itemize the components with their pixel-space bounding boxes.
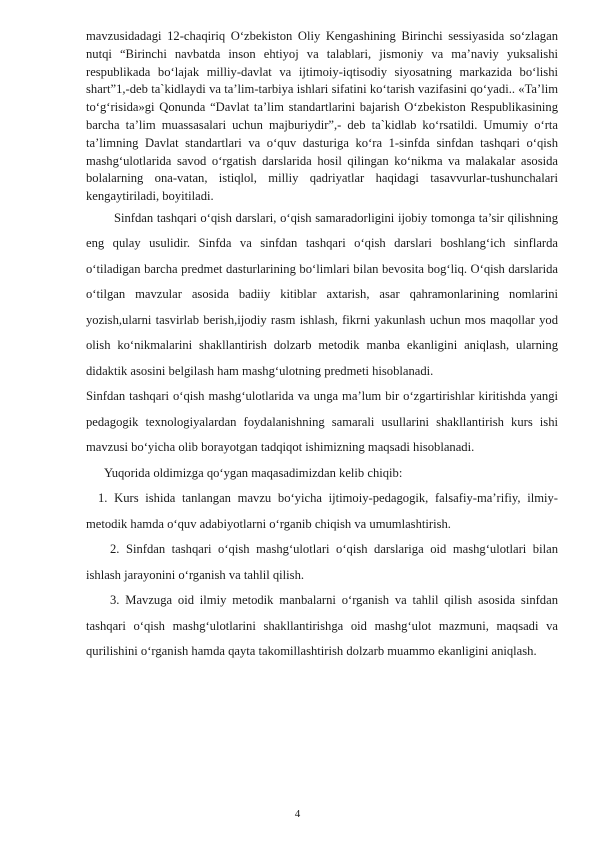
list-item-task-2: 2. Sinfdan tashqari o‘qish mashg‘ulotlari o‘qish darslariga oid mashg‘ulotlari bilan ishlash jarayonini o‘rganish va tahlil qilish. <box>86 542 558 582</box>
paragraph-intro: mavzusidadagi 12-chaqiriq O‘zbekiston Oliy Kengashining Birinchi sessiyasida so‘zlagan nutqi “Birinchi navbatda inson ehtiyoj va talablari, jismoniy va ma’naviy yuksalishi respublikada bo‘lajak milliy-davlat va ijtimoiy-iqtisodiy siyosatning markazida bo‘lishi shart”1,-deb ta`kidlaydi va ta’lim-tarbiya ishlari sifatini ko‘tarish vazifasini qo‘yadi.. «Ta’lim to‘g‘risida»gi Qonunda “Davlat ta’lim standartlarini bajarish O‘zbekiston Respublikasining barcha ta’lim muassasalari uchun majburiydir”,- deb ta`kidlab ko‘rsatildi. Umumiy o‘rta ta’limning Davlat standartlari va o‘quv dasturiga ko‘ra 1-sinfda sinfdan tashqari o‘qish mashg‘ulotlarida savod o‘rgatish darslarida hosil qilingan ko‘nikma va malakalar asosida bolalarning ona-vatan, istiqlol, milliy qadriyatlar haqidagi tasavvurlar-tushunchalari kengaytiriladi, boyitiladi. <box>86 29 558 204</box>
list-item-task-3: 3. Mavzuga oid ilmiy metodik manbalarni o‘rganish va tahlil qilish asosida sinfdan tashqari o‘qish mashg‘ulotlarini shakllantirishga oid mashg‘ulot mazmuni, maqsadi va qurilishini o‘rganish hamda qayta takomillashtirish dolzarb muammo ekanligini aniqlash. <box>86 593 558 659</box>
document-body <box>86 28 558 665</box>
list-item-task-1: 1. Kurs ishida tanlangan mavzu bo‘yicha ijtimoiy-pedagogik, falsafiy-ma’rifiy, ilmiy-metodik hamda o‘quv adabiyotlarni o‘rganib chiqish va umumlashtirish. <box>86 491 558 531</box>
paragraph-extracurricular-reading: Sinfdan tashqari o‘qish darslari, o‘qish samaradorligini ijobiy tomonga ta’sir qilishning eng qulay usulidir. Sinfda va sinfdan tashqari o‘qish darslari boshlang‘ich sinflarda o‘tiladigan barcha predmet dasturlarining bo‘limlari bilan bevosita bog‘liq. O‘qish darslarida o‘tilgan mavzular asosida badiiy kitiblar axtarish, asar qahramonlarining nomlarini yozish,ularni tasvirlab berish,ijodiy rasm ishlash, fikrni yakunlash uchun mos maqollar yod olish ko‘nikmalarini shakllantirish dolzarb metodik manba ekanligini aniqlash, ularning didaktik asosini belgilash ham mashg‘ulotning predmeti hisoblanadi. <box>86 210 558 378</box>
paragraph-research-goal: Sinfdan tashqari o‘qish mashg‘ulotlarida va unga ma’lum bir o‘zgartirishlar kiritishda yangi pedagogik texnologiyalardan foydalanishning samarali usullarini shakllantirish kurs ishi mavzusi bo‘yicha olib borayotgan tadqiqot ishimizning maqsadi hisoblanadi. <box>86 389 558 455</box>
paragraph-tasks-intro: Yuqorida oldimizga qo‘ygan maqasadimizdan kelib chiqib: <box>104 465 403 480</box>
page-number: 4 <box>294 808 301 820</box>
